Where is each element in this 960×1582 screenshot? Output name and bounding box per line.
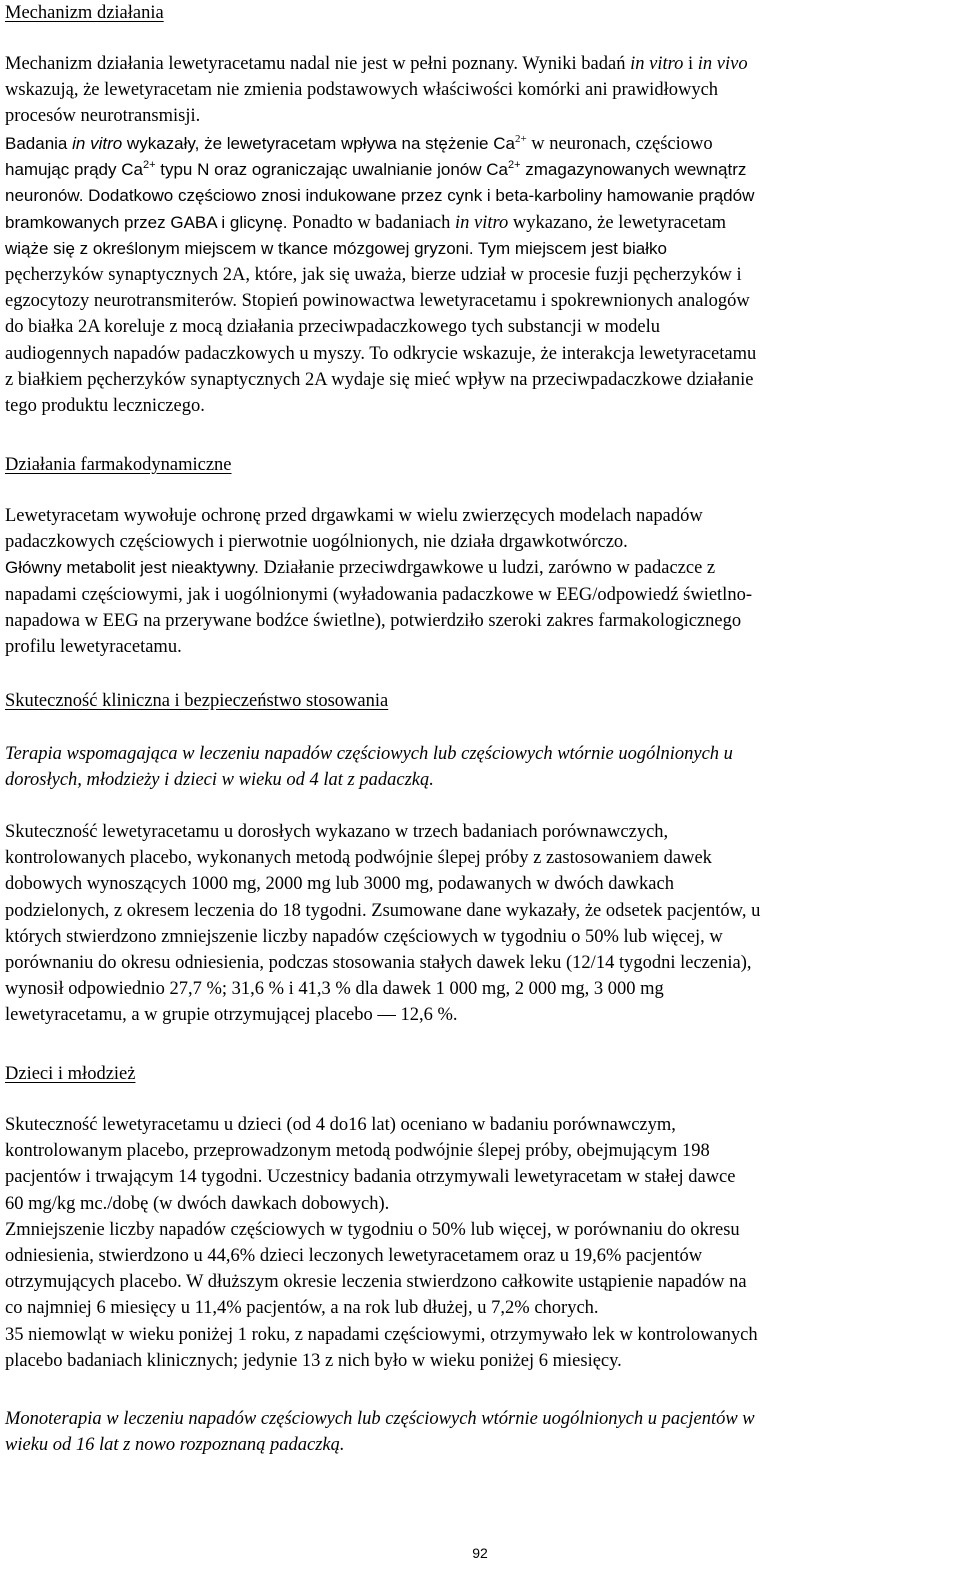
text-line: egzocytozy neurotransmiterów. Stopień powinowactwa lewetyracetamu i spokrewnionych analogów: [5, 291, 750, 312]
section-heading-efficacy: Skuteczność kliniczna i bezpieczeństwo stosowania: [5, 691, 389, 711]
text-line: neuronów. Dodatkowo częściowo znosi indukowane przez cynk i beta-karboliny hamowanie prądów: [5, 186, 755, 206]
text-line: wskazują, że lewetyracetam nie zmienia podstawowych właściwości komórki ani prawidłowych: [5, 80, 719, 101]
text-line: Terapia wspomagająca w leczeniu napadów częściowych lub częściowych wtórnie uogólnionych u: [5, 744, 733, 764]
text-line: dobowych wynoszących 1000 mg, 2000 mg lub 3000 mg, podawanych w dwóch dawkach: [5, 874, 674, 895]
section-heading-children: Dzieci i młodzież: [5, 1064, 136, 1084]
text-line: [5, 210, 955, 236]
paragraph-children: [5, 1112, 955, 1374]
superscript: 2+: [514, 133, 527, 145]
text-line: napadami częściowymi, jak i uogólnionymi (wyładowania padaczkowe w EEG/odpowiedź świetlno-: [5, 584, 752, 605]
text-line: pacjentów i trwającym 14 tygodni. Uczestnicy badania otrzymywali lewetyracetam w stałej dawce: [5, 1167, 736, 1188]
superscript: 2+: [507, 159, 521, 172]
text-line: 35 niemowląt w wieku poniżej 1 roku, z napadami częściowymi, otrzymywało lek w kontrolowanych: [5, 1324, 758, 1345]
text-run-italic: in vivo: [697, 54, 748, 74]
paragraph-mechanism-sans: [5, 131, 955, 419]
text-run: hamując prądy Ca: [5, 160, 143, 180]
text-line: Monoterapia w leczeniu napadów częściowych lub częściowych wtórnie uogólnionych u pacjentów w: [5, 1409, 755, 1429]
text-line: odniesienia, stwierdzono u 44,6% dzieci leczonych lewetyracetamem oraz u 19,6% pacjentów: [5, 1245, 703, 1266]
text-line: pęcherzyków synaptycznych 2A, które, jak się uważa, bierze udział w procesie fuzji pęcherzyków i: [5, 264, 742, 285]
text-line: lewetyracetamu, a w grupie otrzymującej placebo — 12,6 %.: [5, 1005, 458, 1026]
text-line: tego produktu leczniczego.: [5, 395, 205, 416]
text-run: bramkowanych przez GABA i glicynę.: [5, 212, 288, 232]
text-line: wiąże się z określonym miejscem w tkance mózgowej gryzoni. Tym miejscem jest białko: [5, 238, 667, 258]
text-run: Działanie przeciwdrgawkowe u ludzi, zarówno w padaczce z: [258, 558, 716, 579]
section-heading-mechanism: Mechanizm działania: [5, 3, 164, 23]
text-run: Ponadto w badaniach: [287, 212, 456, 233]
text-line: audiogennych napadów padaczkowych u myszy. To odkrycie wskazuje, że interakcja lewetyracetamu: [5, 343, 757, 364]
subheading-monotherapy: [5, 1406, 955, 1458]
section-heading-pharmacodynamics: Działania farmakodynamiczne: [5, 455, 232, 475]
text-line: wynosił odpowiednio 27,7 %; 31,6 % i 41,3 % dla dawek 1 000 mg, 2 000 mg, 3 000 mg: [5, 979, 664, 1000]
text-run: Główny metabolit jest nieaktywny.: [5, 558, 259, 578]
paragraph-efficacy-adults: [5, 819, 955, 1029]
text-line: procesów neurotransmisji.: [5, 106, 201, 127]
text-run: wykazały, że lewetyracetam wpływa na stężenie Ca: [122, 134, 515, 153]
text-line: [5, 555, 955, 581]
text-line: wieku od 16 lat z nowo rozpoznaną padaczką.: [5, 1435, 345, 1456]
text-line: Skuteczność lewetyracetamu u dorosłych wykazano w trzech badaniach porównawczych,: [5, 822, 669, 842]
text-run: zmagazynowanych wewnątrz: [520, 160, 747, 180]
text-run-italic: in vitro: [630, 54, 684, 74]
text-run: w neuronach, częściowo: [526, 134, 713, 154]
text-run-italic: in vitro: [72, 134, 123, 153]
text-run: typu N oraz ograniczając uwalnianie jonów Ca: [155, 160, 508, 180]
text-line: do białka 2A koreluje z mocą działania przeciwpadaczkowego tych substancji w modelu: [5, 317, 660, 338]
subheading-adjunctive-therapy: [5, 741, 955, 793]
text-line: których stwierdzono zmniejszenie liczby napadów częściowych w tygodniu o 50% lub więcej, w: [5, 926, 723, 947]
text-line: porównaniu do okresu odniesienia, podczas stosowania stałych dawek leku (12/14 tygodni leczenia),: [5, 952, 752, 973]
text-line: podzielonych, z okresem leczenia do 18 tygodni. Zsumowane dane wykazały, że odsetek pacjentów, u: [5, 900, 761, 921]
text-line: z białkiem pęcherzyków synaptycznych 2A wydaje się mieć wpływ na przeciwpadaczkowe działanie: [5, 369, 754, 390]
text-line: [5, 131, 955, 157]
text-line: Skuteczność lewetyracetamu u dzieci (od 4 do16 lat) oceniano w badaniu porównawczym,: [5, 1115, 676, 1135]
text-line: 60 mg/kg mc./dobę (w dwóch dawkach dobowych).: [5, 1193, 390, 1214]
text-line: otrzymujących placebo. W dłuższym okresie leczenia stwierdzono całkowite ustąpienie napadów na: [5, 1272, 747, 1293]
text-line: co najmniej 6 miesięcy u 11,4% pacjentów, a na rok lub dłużej, u 7,2% chorych.: [5, 1298, 599, 1319]
text-line: [5, 51, 955, 77]
text-line: placebo badaniach klinicznych; jedynie 13 z nich było w wieku poniżej 6 miesięcy.: [5, 1350, 622, 1371]
text-line: kontrolowanym placebo, przeprowadzonym metodą podwójnie ślepej próby, obejmującym 198: [5, 1141, 710, 1162]
page-number: 92: [472, 1545, 488, 1561]
paragraph-pharmacodynamics: [5, 503, 955, 660]
text-line: padaczkowych częściowych i pierwotnie uogólnionych, nie działa drgawkotwórczo.: [5, 532, 628, 553]
text-line: [5, 157, 955, 183]
text-line: Lewetyracetam wywołuje ochronę przed drgawkami w wielu zwierzęcych modelach napadów: [5, 506, 703, 526]
text-line: Zmniejszenie liczby napadów częściowych w tygodniu o 50% lub więcej, w porównaniu do okresu: [5, 1219, 740, 1240]
text-line: napadowa w EEG na przerywane bodźce świetlne), potwierdziło szeroki zakres farmakologicznego: [5, 610, 742, 631]
text-run: Badania: [5, 134, 73, 153]
text-run: wykazano, że lewetyracetam: [508, 212, 727, 233]
text-line: dorosłych, młodzieży i dzieci w wieku od 4 lat z padaczką.: [5, 770, 434, 791]
superscript: 2+: [142, 159, 156, 172]
text-run-italic: in vitro: [455, 212, 509, 233]
text-run: i: [683, 54, 698, 74]
text-line: profilu lewetyracetamu.: [5, 636, 182, 657]
text-line: kontrolowanych placebo, wykonanych metodą podwójnie ślepej próby z zastosowaniem dawek: [5, 848, 712, 869]
text-run: Mechanizm działania lewetyracetamu nadal nie jest w pełni poznany. Wyniki badań: [5, 54, 631, 74]
paragraph-mechanism: [5, 51, 955, 130]
